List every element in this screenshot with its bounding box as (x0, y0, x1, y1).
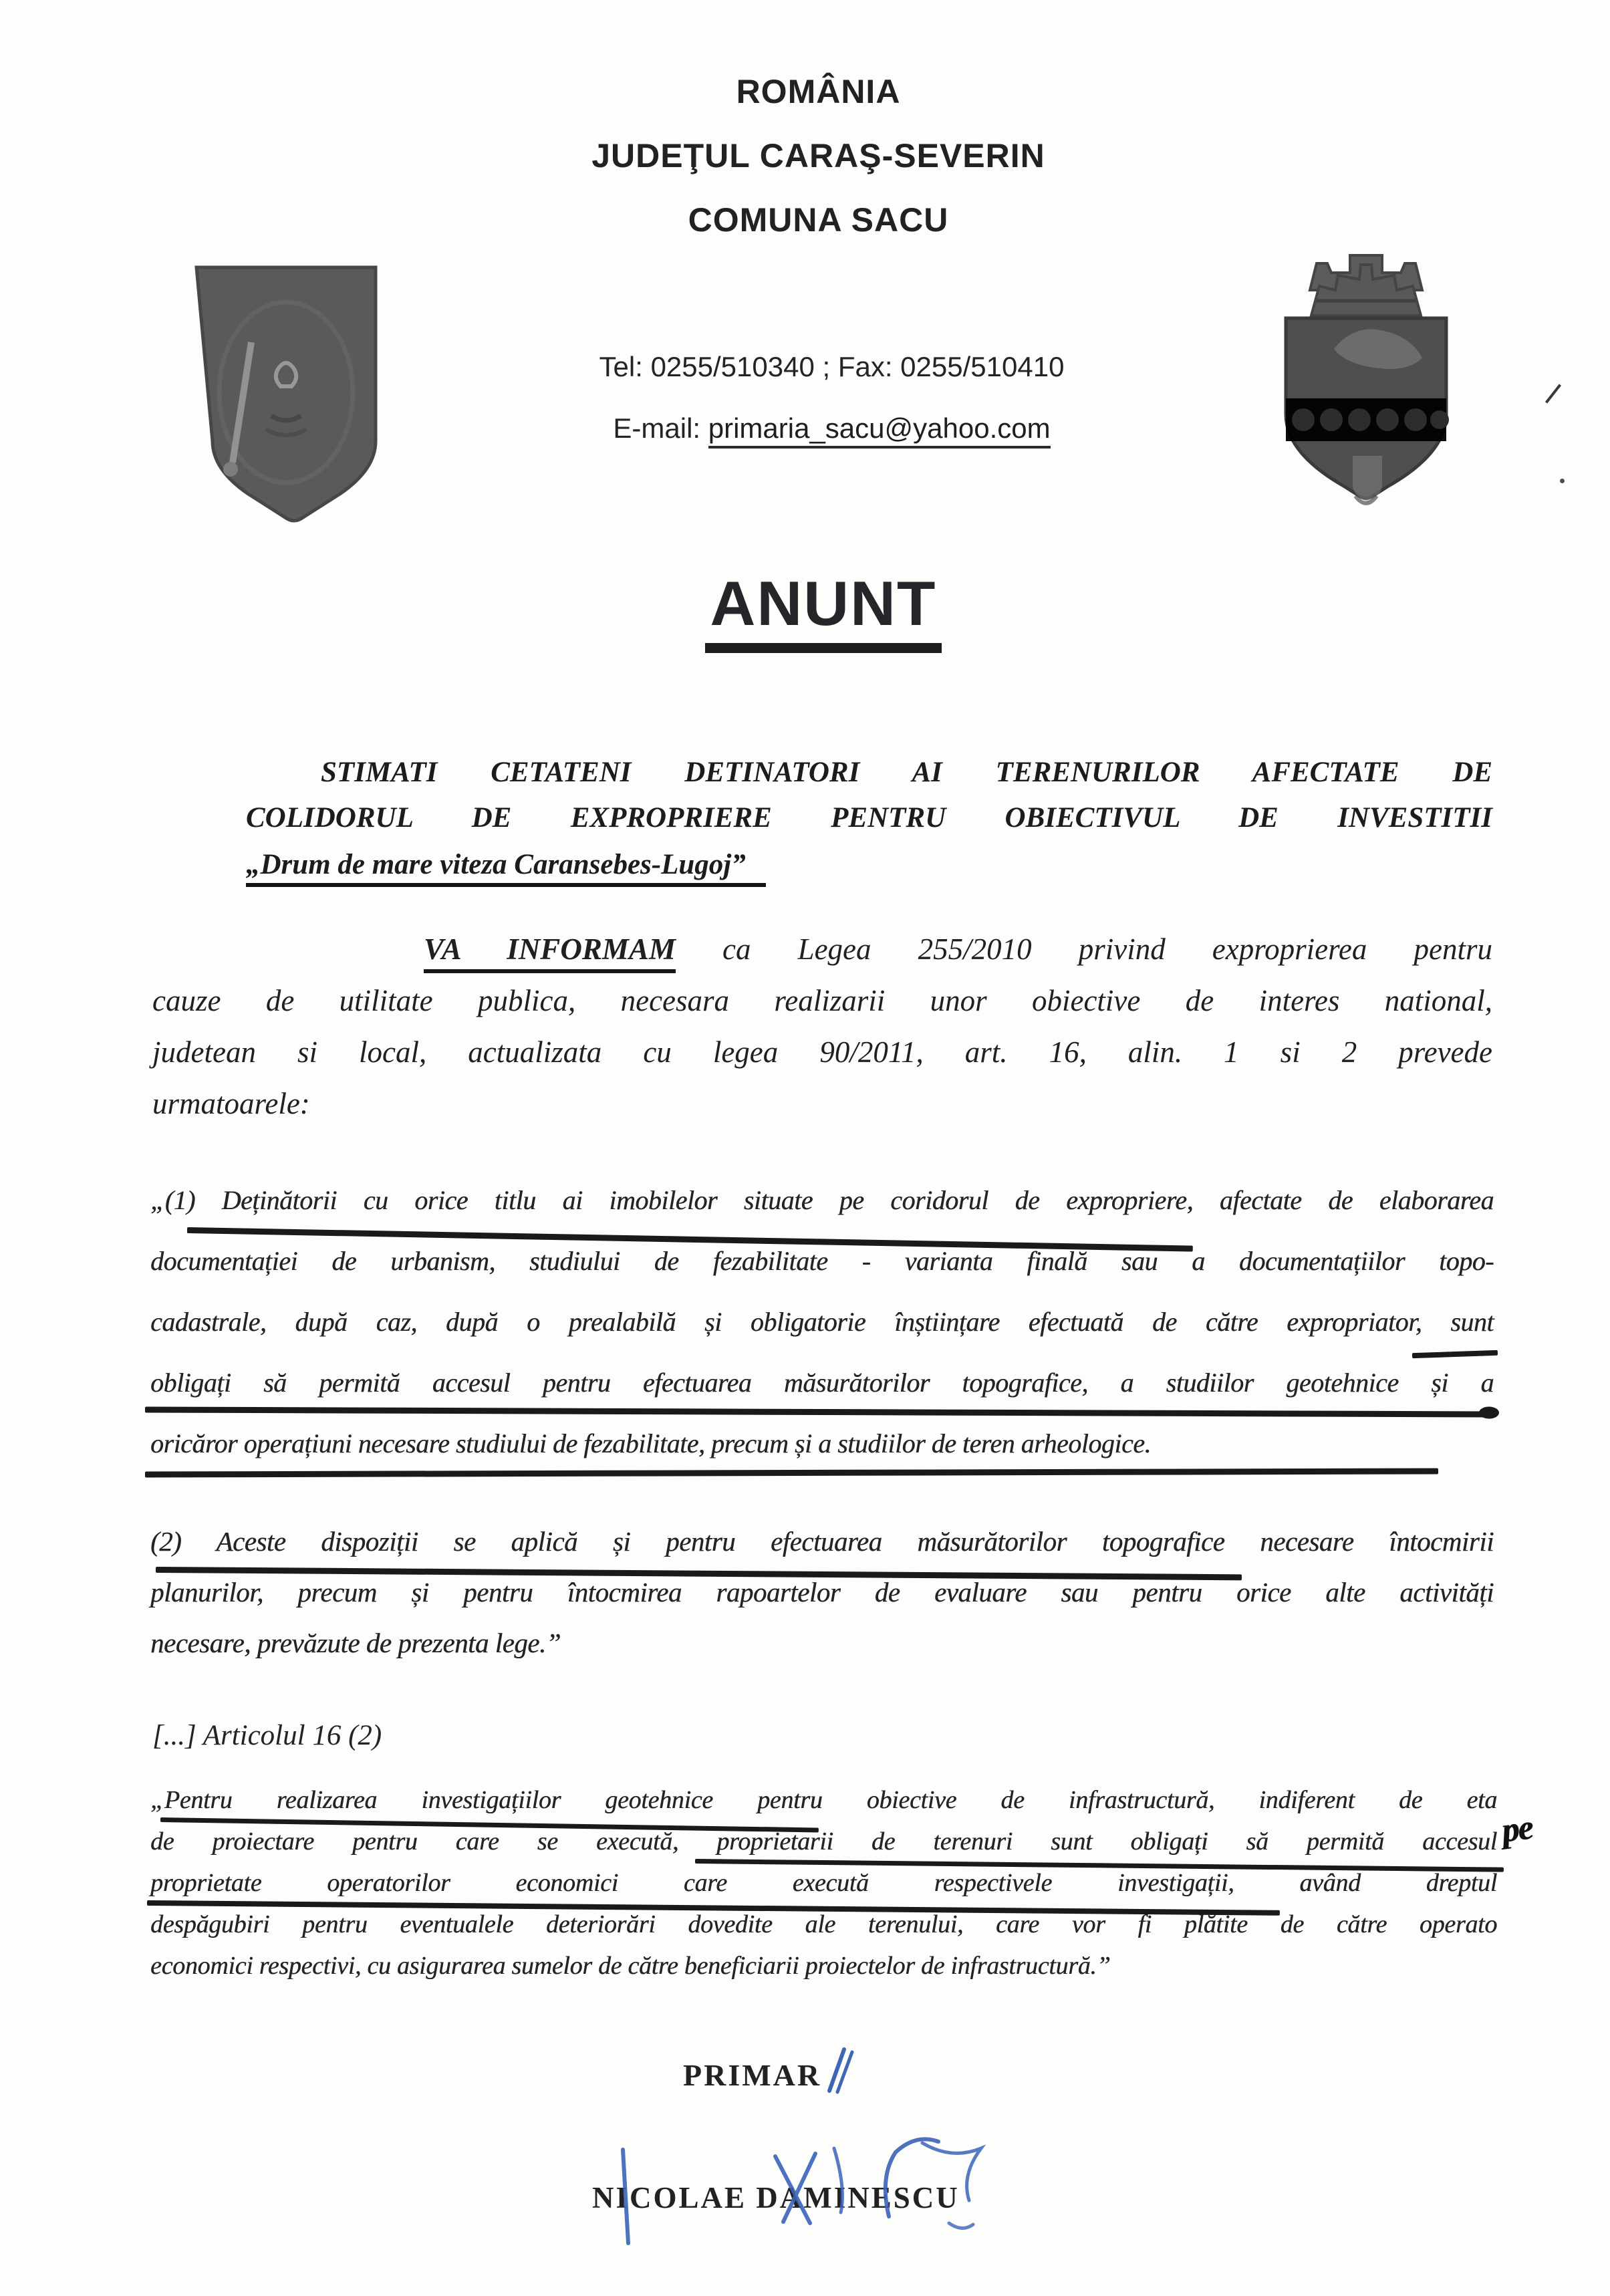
commune-title: COMUNA SACU (688, 201, 949, 239)
quote-line: obligați să permită accesul pentru efectuarea măsurătorilor topografice, a studiilor geotehnice și a (150, 1368, 1494, 1398)
law-quote-paragraph-2 (150, 1516, 1494, 1668)
quote-line: oricăror operațiuni necesare studiului de fezabilitate, precum și a studiilor de teren arheologice. (150, 1428, 1151, 1458)
email-label: E-mail: (613, 412, 708, 444)
project-name-underlined: „Drum de mare viteza Caransebes-Lugoj” (246, 849, 766, 887)
quote-line: cadastrale, după caz, după o prealabilă și obligatorie înștiințare efectuată de către expropriator, sunt (150, 1307, 1494, 1337)
intro-line-rest: ca Legea 255/2010 privind exproprierea pentru (675, 932, 1492, 966)
quote-line: (2) Aceste dispoziții se aplică și pentru efectuarea măsurătorilor topografice necesare întocmirii (150, 1526, 1494, 1557)
intro-line: cauze de utilitate publica, necesara realizarii unor obiective de interes national, (152, 984, 1492, 1017)
quote-line: despăgubiri pentru eventualele deteriorări dovedite ale terenului, care vor fi plătite de către operato (150, 1910, 1497, 1938)
law-quote-paragraph-1 (150, 1170, 1494, 1474)
quote-line: „(1) Deținătorii cu orice titlu ai imobilelor situate pe coridorul de expropriere, afectate de elaborarea (150, 1185, 1494, 1215)
signature-role-label: PRIMAR (683, 2058, 822, 2092)
salutation-line: COLIDORUL DE EXPROPRIERE PENTRU OBIECTIVUL DE INVESTITII (246, 802, 1492, 834)
contact-block (0, 353, 1610, 442)
country-title: ROMÂNIA (736, 73, 901, 110)
document-header (0, 75, 1610, 267)
quote-line: planurilor, precum și pentru întocmirea rapoartelor de evaluare sau pentru orice alte activități (150, 1577, 1494, 1608)
salutation-paragraph (246, 750, 1492, 888)
handwritten-correction: pe (1499, 1808, 1534, 1850)
phone-fax-line: Tel: 0255/510340 ; Fax: 0255/510410 (599, 351, 1065, 382)
intro-line (152, 924, 1492, 975)
va-informam-underlined: VA INFORMAM (424, 932, 676, 973)
quote-line: de proiectare pentru care se execută, proprietarii de terenuri sunt obligați să permită accesul (150, 1827, 1497, 1856)
intro-line: judetean si local, actualizata cu legea 90/2011, art. 16, alin. 1 si 2 prevede (152, 1035, 1492, 1069)
county-title: JUDEŢUL CARAŞ-SEVERIN (591, 137, 1045, 174)
signature-name: NICOLAE DAMINESCU (592, 2181, 960, 2214)
quote-line: economici respectivi, cu asigurarea sumelor de către beneficiarii proiectelor de infrastructură.” (150, 1952, 1111, 1980)
email-line (53, 414, 1610, 442)
law-quote-paragraph-3 (150, 1779, 1534, 1987)
signature-stroke-icon (821, 2045, 859, 2095)
quote-line: proprietate operatorilor economici care execută respectivele investigații, având dreptul (150, 1869, 1497, 1897)
scan-artifact-dot (1560, 479, 1565, 483)
page-title: ANUNT (705, 572, 942, 653)
quote-line: „Pentru realizarea investigațiilor geotehnice pentru obiective de infrastructură, indiferent de eta (150, 1786, 1497, 1814)
quote-line: necesare, prevăzute de prezenta lege.” (150, 1628, 561, 1658)
signature-role (683, 2045, 859, 2095)
salutation-line (246, 842, 1492, 888)
intro-paragraph (152, 924, 1492, 1130)
email-link[interactable]: primaria_sacu@yahoo.com (708, 412, 1051, 449)
article-reference: [...] Articolul 16 (2) (152, 1720, 382, 1751)
salutation-line: STIMATI CETATENI DETINATORI AI TERENURILOR AFECTATE DE (321, 757, 1492, 788)
quote-line: documentației de urbanism, studiului de fezabilitate - varianta finală sau a documentațiilor topo- (150, 1246, 1494, 1276)
intro-line: urmatoarele: (152, 1087, 310, 1120)
title-wrap (0, 568, 1610, 653)
